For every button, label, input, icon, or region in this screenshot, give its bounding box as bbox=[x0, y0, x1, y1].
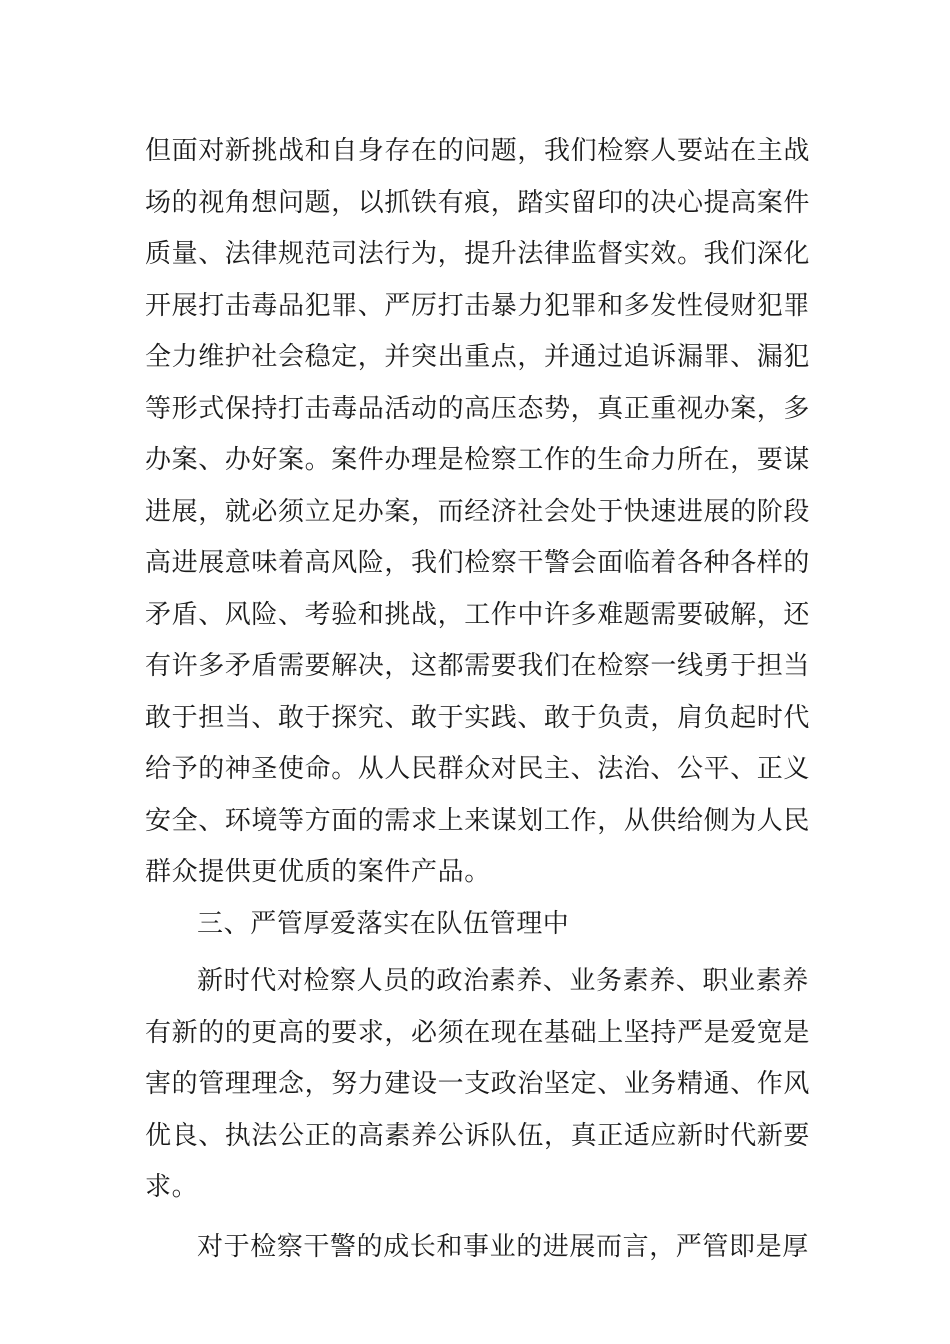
paragraph-line: 新时代对检察人员的政治素养、业务素养、职业素养 bbox=[197, 966, 809, 996]
paragraph-line: 矛盾、风险、考验和挑战，工作中许多难题需要破解，还 bbox=[145, 599, 811, 630]
paragraph-line: 办案、办好案。案件办理是检察工作的生命力所在，要谋 bbox=[145, 445, 811, 475]
paragraph-line: 求。 bbox=[145, 1172, 199, 1202]
paragraph-line: 质量、法律规范司法行为，提升法律监督实效。我们深化 bbox=[145, 239, 811, 269]
paragraph-line: 但面对新挑战和自身存在的问题，我们检察人要站在主战 bbox=[145, 136, 811, 166]
paragraph-line: 害的管理理念，努力建设一支政治坚定、业务精通、作风 bbox=[145, 1069, 811, 1099]
paragraph-line: 高进展意味着高风险，我们检察干警会面临着各种各样的 bbox=[145, 548, 811, 578]
paragraph-line: 对于检察干警的成长和事业的进展而言，严管即是厚 bbox=[197, 1231, 809, 1262]
section-heading-3 bbox=[145, 899, 815, 951]
paragraph-3 bbox=[145, 1222, 815, 1274]
section-heading-text: 三、严管厚爱落实在队伍管理中 bbox=[197, 908, 570, 939]
paragraph-line: 有许多矛盾需要解决，这都需要我们在检察一线勇于担当 bbox=[145, 651, 811, 681]
paragraph-2 bbox=[145, 956, 815, 1214]
paragraph-line: 开展打击毒品犯罪、严厉打击暴力犯罪和多发性侵财犯罪 bbox=[145, 290, 811, 321]
paragraph-line: 进展，就必须立足办案，而经济社会处于快速进展的阶段 bbox=[145, 496, 811, 527]
paragraph-line: 群众提供更优质的案件产品。 bbox=[145, 857, 491, 887]
paragraph-line: 全力维护社会稳定，并突出重点，并通过追诉漏罪、漏犯 bbox=[145, 342, 811, 372]
paragraph-line: 有新的的更高的要求，必须在现在基础上坚持严是爱宽是 bbox=[145, 1017, 811, 1048]
paragraph-1 bbox=[145, 126, 815, 899]
paragraph-line: 给予的神圣使命。从人民群众对民主、法治、公平、正义 bbox=[145, 754, 811, 784]
paragraph-line: 安全、环境等方面的需求上来谋划工作，从供给侧为人民 bbox=[145, 805, 811, 836]
paragraph-line: 等形式保持打击毒品活动的高压态势，真正重视办案，多 bbox=[145, 393, 811, 424]
paragraph-line: 优良、执法公正的高素养公诉队伍，真正适应新时代新要 bbox=[145, 1120, 811, 1151]
paragraph-line: 场的视角想问题，以抓铁有痕，踏实留印的决心提高案件 bbox=[145, 187, 811, 218]
document-body bbox=[145, 126, 815, 1273]
paragraph-line: 敢于担当、敢于探究、敢于实践、敢于负责，肩负起时代 bbox=[145, 702, 811, 733]
